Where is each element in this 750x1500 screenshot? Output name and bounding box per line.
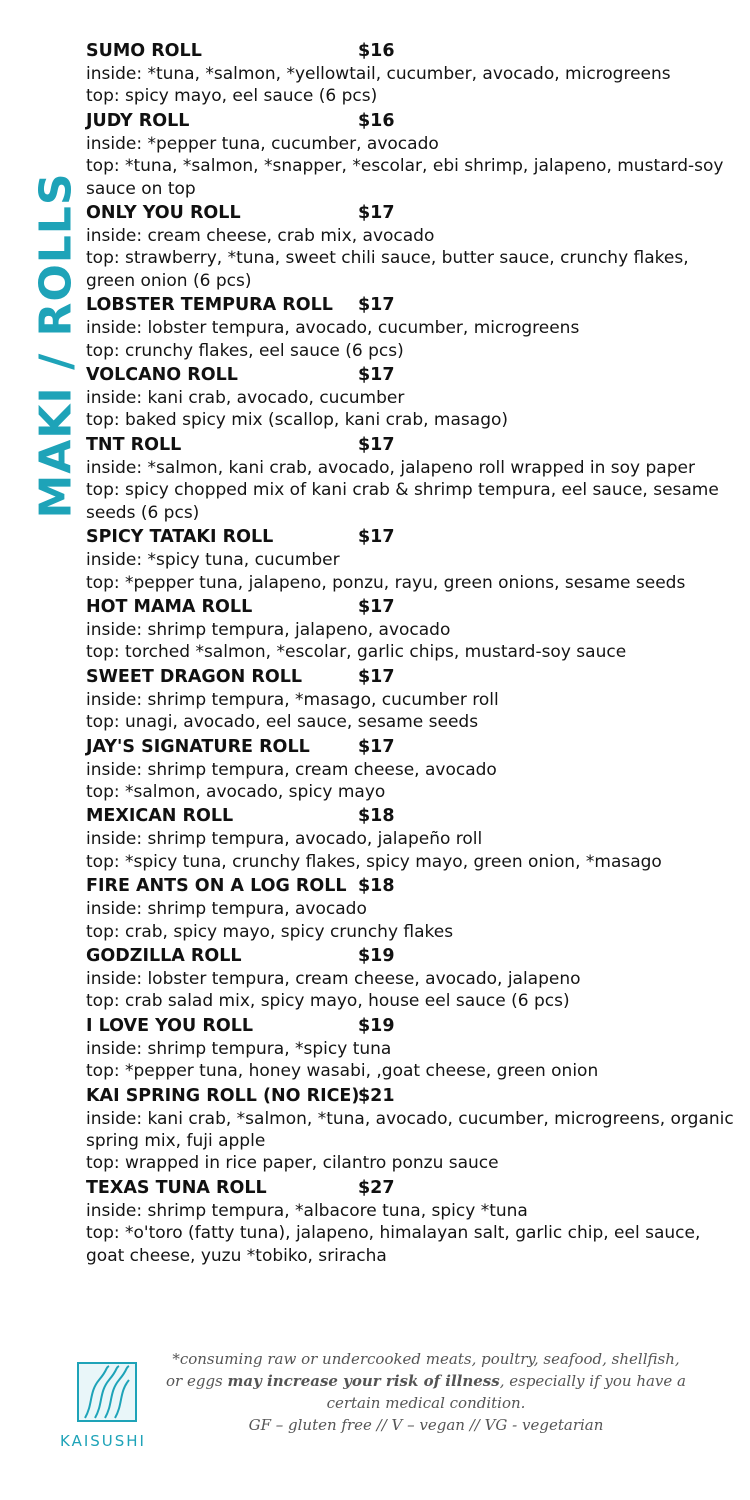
menu-item-description: top: *o'toro (fatty tuna), jalapeno, himalayan salt, garlic chip, eel sauce, goat cheese, yuzu *tobiko, sriracha: [86, 1223, 701, 1266]
menu-item-description: top: crunchy flakes, eel sauce (6 pcs): [86, 340, 404, 361]
menu-item: [86, 1085, 736, 1175]
menu-item-description: top: *salmon, avocado, spicy mayo: [86, 781, 386, 802]
menu-item-description: inside: shrimp tempura, cream cheese, avocado: [86, 759, 497, 780]
menu-item-header: [86, 40, 736, 63]
menu-item-price: $16: [358, 41, 395, 61]
disclaimer-part1: *consuming raw or undercooked meats, poultry, seafood, shellfish, or eggs: [166, 1350, 680, 1390]
menu-item: [86, 875, 736, 943]
menu-item-description: top: spicy chopped mix of kani crab & shrimp tempura, eel sauce, sesame seeds (6 pcs): [86, 480, 719, 523]
menu-item-header: [86, 110, 736, 133]
menu-item-header: [86, 1085, 736, 1108]
menu-item-description: inside: cream cheese, crab mix, avocado: [86, 226, 435, 247]
menu-item-description: top: baked spicy mix (scallop, kani crab, masago): [86, 410, 509, 431]
menu-item-description: inside: lobster tempura, avocado, cucumber, microgreens: [86, 318, 580, 339]
menu-item-price: $17: [358, 203, 395, 224]
menu-item: [86, 364, 736, 432]
disclaimer-part2: , especially if you have a certain medical condition.: [326, 1372, 686, 1412]
logo-text: KAISUSHI: [60, 1432, 146, 1450]
menu-item-header: [86, 596, 736, 619]
menu-item-description: inside: *spicy tuna, cucumber: [86, 550, 340, 571]
diet-legend: GF – gluten free // V – vegan // VG - vegetarian: [248, 1416, 604, 1434]
menu-item: [86, 596, 736, 664]
menu-item-description: top: *tuna, *salmon, *snapper, *escolar, ebi shrimp, jalapeno, mustard-soy sauce on top: [86, 156, 724, 199]
menu-item-description: inside: lobster tempura, cream cheese, avocado, jalapeno: [86, 968, 581, 989]
menu-item-header: [86, 666, 736, 689]
menu-item-header: [86, 364, 736, 387]
menu-item-price: $16: [358, 110, 395, 131]
menu-item-description: inside: shrimp tempura, *albacore tuna, spicy *tuna: [86, 1200, 528, 1221]
menu-item-name: ONLY YOU ROLL: [86, 203, 241, 224]
menu-item-price: $18: [358, 876, 395, 897]
menu-item-name: KAI SPRING ROLL (NO RICE): [86, 1085, 360, 1106]
menu-list: [86, 40, 736, 1269]
menu-item-header: [86, 202, 736, 225]
menu-item: [86, 666, 736, 734]
menu-item-description: inside: *salmon, kani crab, avocado, jalapeno roll wrapped in soy paper: [86, 457, 695, 478]
menu-item: [86, 434, 736, 524]
menu-item-name: FIRE ANTS ON A LOG ROLL: [86, 876, 347, 897]
menu-item-name: SUMO ROLL: [86, 41, 202, 61]
menu-item-description: inside: shrimp tempura, jalapeno, avocado: [86, 619, 451, 640]
menu-item-description: top: wrapped in rice paper, cilantro ponzu sauce: [86, 1153, 499, 1174]
menu-item-header: [86, 736, 736, 759]
menu-item-header: [86, 1177, 736, 1200]
menu-item-name: I LOVE YOU ROLL: [86, 1015, 254, 1036]
menu-item-name: SPICY TATAKI ROLL: [86, 527, 274, 548]
menu-item: [86, 736, 736, 804]
menu-item: [86, 110, 736, 200]
menu-item-price: $27: [358, 1177, 395, 1198]
menu-item-description: top: unagi, avocado, eel sauce, sesame seeds: [86, 712, 479, 733]
menu-item-price: $17: [358, 666, 395, 687]
menu-item-name: HOT MAMA ROLL: [86, 596, 253, 617]
menu-item-price: $17: [358, 434, 395, 455]
menu-item-name: JAY'S SIGNATURE ROLL: [86, 736, 310, 757]
menu-item-price: $17: [358, 596, 395, 617]
menu-item: [86, 294, 736, 362]
menu-item-price: $19: [358, 1015, 395, 1036]
menu-item: [86, 40, 736, 108]
menu-item-description: top: crab, spicy mayo, spicy crunchy flakes: [86, 921, 454, 942]
menu-item-price: $17: [358, 736, 395, 757]
menu-item-header: [86, 945, 736, 968]
menu-item-description: inside: shrimp tempura, avocado, jalapeño roll: [86, 829, 483, 850]
menu-item: [86, 945, 736, 1013]
menu-item-header: [86, 805, 736, 828]
menu-item-name: JUDY ROLL: [86, 110, 190, 131]
menu-item-description: top: *pepper tuna, jalapeno, ponzu, rayu, green onions, sesame seeds: [86, 572, 686, 593]
menu-item-header: [86, 294, 736, 317]
menu-item: [86, 526, 736, 594]
menu-item-price: $17: [358, 527, 395, 548]
menu-item-name: GODZILLA ROLL: [86, 945, 242, 966]
menu-item-description: top: crab salad mix, spicy mayo, house eel sauce (6 pcs): [86, 991, 570, 1012]
menu-item-name: VOLCANO ROLL: [86, 365, 238, 386]
menu-item: [86, 1177, 736, 1267]
menu-item-price: $18: [358, 806, 395, 827]
section-title-text: MAKI / ROLLS: [30, 171, 82, 519]
menu-item-description: top: torched *salmon, *escolar, garlic chips, mustard-soy sauce: [86, 642, 627, 663]
menu-item-header: [86, 526, 736, 549]
menu-item-description: top: *spicy tuna, crunchy flakes, spicy mayo, green onion, *masago: [86, 851, 662, 872]
menu-item-name: MEXICAN ROLL: [86, 806, 234, 827]
menu-item-name: SWEET DRAGON ROLL: [86, 666, 303, 687]
menu-item-price: $19: [358, 945, 395, 966]
menu-item: [86, 805, 736, 873]
menu-item-name: LOBSTER TEMPURA ROLL: [86, 295, 333, 316]
menu-item-description: top: *pepper tuna, honey wasabi, ,goat cheese, green onion: [86, 1061, 599, 1082]
menu-item-header: [86, 875, 736, 898]
menu-item-description: inside: shrimp tempura, avocado: [86, 899, 367, 920]
menu-item-description: inside: kani crab, avocado, cucumber: [86, 388, 405, 409]
menu-item-description: inside: kani crab, *salmon, *tuna, avocado, cucumber, microgreens, organic spring mix, fuji apple: [86, 1108, 734, 1151]
menu-item-price: $17: [358, 365, 395, 386]
menu-item-description: inside: shrimp tempura, *masago, cucumber roll: [86, 689, 499, 710]
menu-item-name: TNT ROLL: [86, 434, 182, 455]
menu-item: [86, 202, 736, 292]
menu-item-price: $21: [358, 1085, 395, 1106]
menu-item-description: inside: *pepper tuna, cucumber, avocado: [86, 133, 439, 154]
menu-item-description: top: spicy mayo, eel sauce (6 pcs): [86, 86, 378, 107]
menu-item-description: inside: shrimp tempura, *spicy tuna: [86, 1038, 392, 1059]
kai-sushi-logo: [58, 1362, 158, 1457]
disclaimer-bold: may increase your risk of illness: [227, 1372, 500, 1390]
logo-wave-icon: [77, 1362, 137, 1422]
menu-item-name: TEXAS TUNA ROLL: [86, 1177, 267, 1198]
menu-item: [86, 1015, 736, 1083]
menu-item-header: [86, 434, 736, 457]
disclaimer: [166, 1348, 686, 1436]
menu-item-description: top: strawberry, *tuna, sweet chili sauce, butter sauce, crunchy flakes, green onion (6 pcs): [86, 248, 689, 291]
menu-item-description: inside: *tuna, *salmon, *yellowtail, cucumber, avocado, microgreens: [86, 64, 671, 84]
menu-item-price: $17: [358, 295, 395, 316]
menu-item-header: [86, 1015, 736, 1038]
